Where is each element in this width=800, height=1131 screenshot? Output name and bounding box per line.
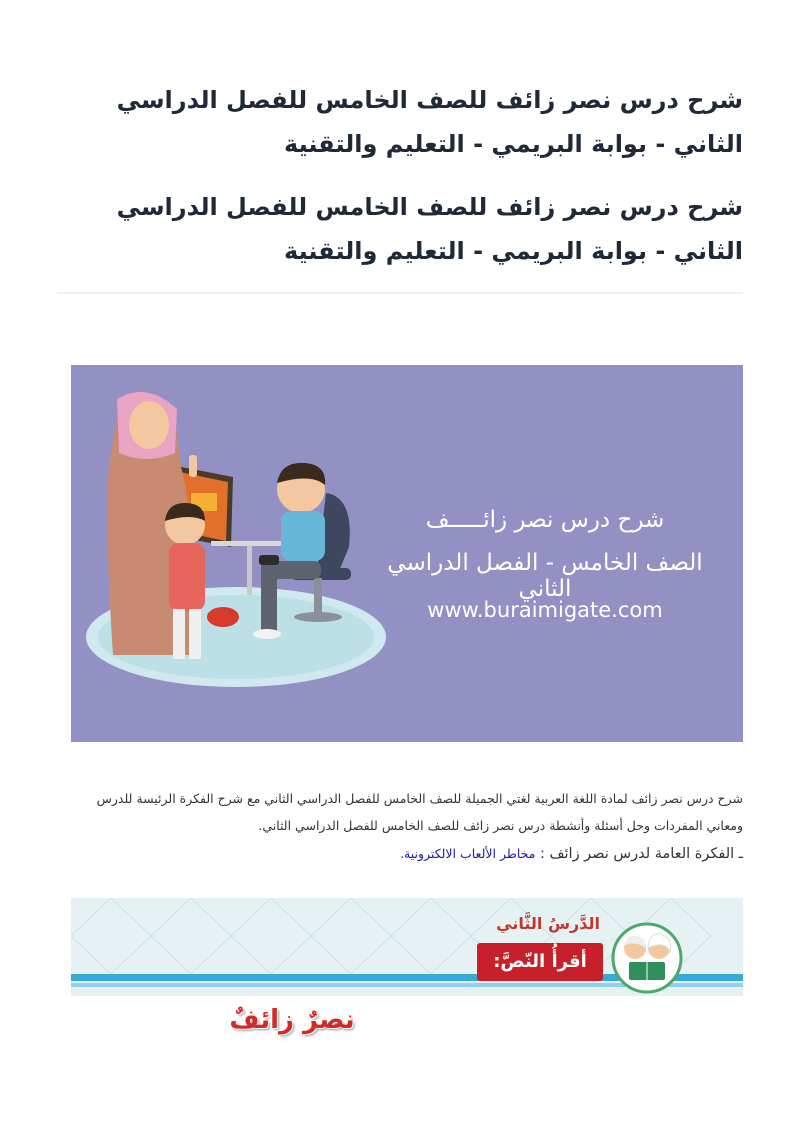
reading-kids-icon	[605, 918, 689, 994]
lesson-title: نصرٌ زائفٌ	[229, 1005, 355, 1035]
read-text-badge: أقرأُ النّصَّ:	[477, 943, 603, 981]
lesson-banner	[71, 898, 743, 996]
divider	[57, 292, 743, 294]
hero-lesson-name: شرح درس نصر زائـــــف	[425, 507, 665, 533]
main-idea-value: مخاطر الألعاب الالكترونية.	[400, 846, 536, 861]
page-title: شرح درس نصر زائف للصف الخامس للفصل الدراسي الثاني - بوابة البريمي - التعليم والتقنية	[116, 86, 743, 158]
hero-grade-term: الصف الخامس - الفصل الدراسي الثاني	[387, 550, 703, 602]
article-intro: شرح درس نصر زائف لمادة اللغة العربية لغتي الجميلة للصف الخامس للفصل الدراسي الثاني مع شرح الفكرة الرئيسة للدرس ومعاني المفردات وحل أسئلة وأنشطة درس نصر زائف للصف الخامس للفصل الدراسي الثاني.	[96, 790, 743, 833]
hero-image	[71, 365, 743, 742]
lesson-number-label: الدَّرسُ الثَّاني	[496, 914, 600, 933]
hero-website: www.buraimigate.com	[427, 598, 663, 622]
main-idea-label: ـ الفكرة العامة لدرس نصر زائف :	[540, 846, 743, 862]
page-subtitle: شرح درس نصر زائف للصف الخامس للفصل الدراسي الثاني - بوابة البريمي - التعليم والتقنية	[116, 193, 743, 265]
main-idea	[57, 846, 743, 862]
